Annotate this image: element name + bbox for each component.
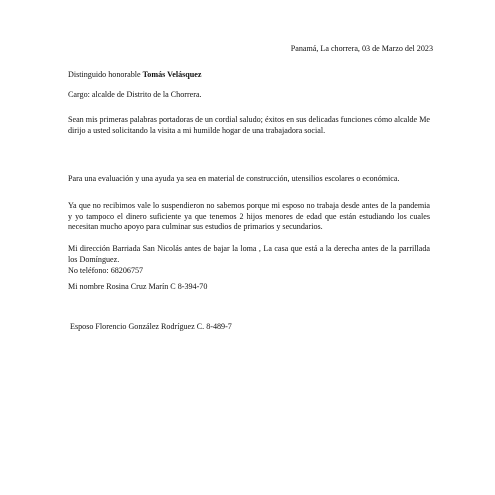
paragraph-situation: Ya que no recibimos vale lo suspendieron no sabemos porque mi esposo no trabaja desde antes de la pandemia y yo tampoco el dinero suficiente ya que tenemos 2 hijos menores de edad que están estudiando los cuales necesitan mucho apoyo para culminar sus estudios de primarios y secundarios. [68, 201, 430, 232]
paragraph-address: Mi dirección Barriada San Nicolás antes de bajar la loma , La casa que está a la derecha antes de la parrillada los Domínguez. [68, 244, 430, 264]
recipient-position: Cargo: alcalde de Distrito de la Chorrera. [68, 90, 202, 99]
greeting-prefix: Distinguido honorable [68, 70, 143, 79]
paragraph-greeting: Sean mis primeras palabras portadoras de un cordial saludo; éxitos en sus delicadas funciones cómo alcalde Me dirijo a usted solicitando la visita a mi humilde hogar de una trabajadora social. [68, 115, 430, 135]
spouse-name: Esposo Florencio González Rodríguez C. 8-489-7 [70, 322, 232, 331]
recipient-name: Tomás Velásquez [142, 70, 202, 79]
phone-number: No teléfono: 68206757 [68, 266, 144, 275]
greeting-line [68, 70, 202, 81]
letter-date: Panamá, La chorrera, 03 de Marzo del 2023 [290, 44, 433, 53]
sender-name: Mi nombre Rosina Cruz Marín C 8-394-70 [68, 282, 208, 291]
paragraph-request: Para una evaluación y una ayuda ya sea en material de construcción, utensilios escolares o económica. [68, 174, 400, 183]
